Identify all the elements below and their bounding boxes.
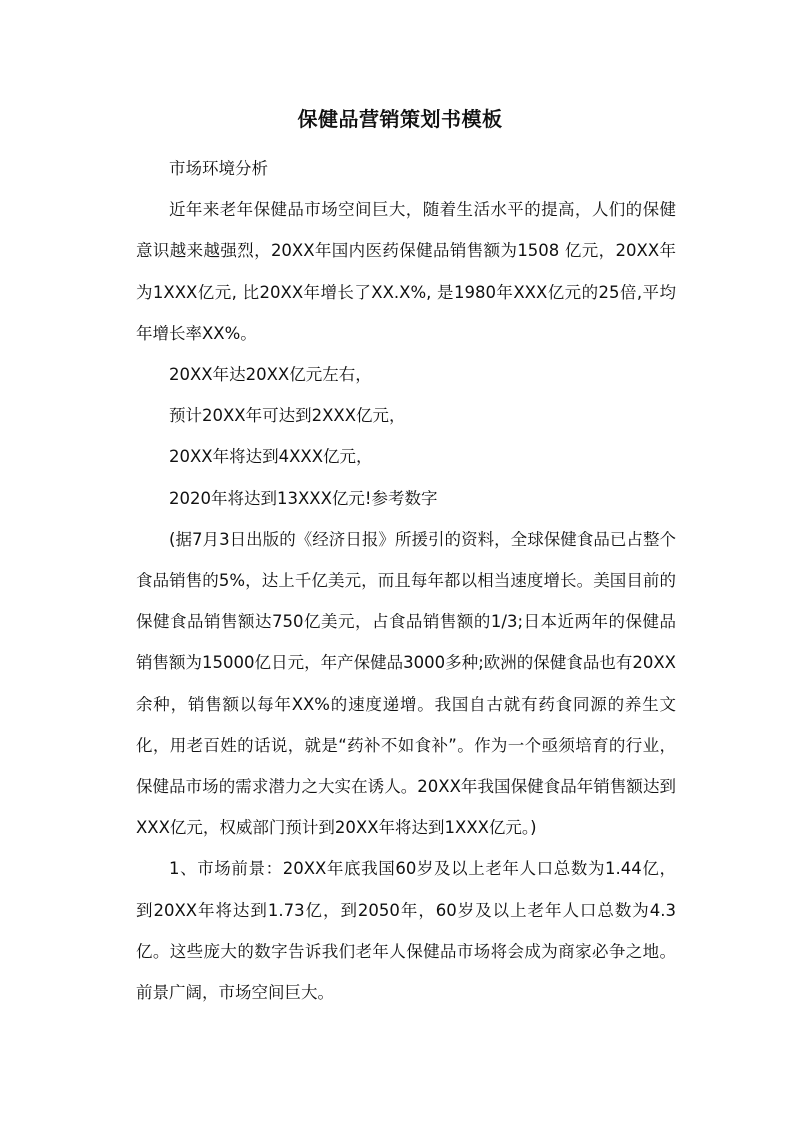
paragraph-forecast-line-4: 2020年将达到13XXX亿元!参考数字 — [169, 488, 438, 508]
document-body — [136, 148, 676, 1013]
document-title: 保健品营销策划书模板 — [297, 107, 503, 131]
section-heading-market-analysis: 市场环境分析 — [169, 159, 268, 178]
paragraph-global-market-citation: (据7月3日出版的《经济日报》所援引的资料，全球保健食品已占整个食品销售的5%，达上千亿美元，而且每年都以相当速度增长。美国目前的保健食品销售额达750亿美元，占食品销售额的1/3;日本近两年的保健品销售额为15000亿日元，年产保健品3000多种;欧洲的保健食品也有20XX余种，销售额以每年XX%的速度递增。我国自古就有药食同源的养生文化，用老百姓的话说，就是“药补不如食补”。作为一个亟须培育的行业，保健品市场的需求潜力之大实在诱人。20XX年我国保健食品年销售额达到XXX亿元，权威部门预计到20XX年将达到1XXX亿元。) — [136, 529, 676, 838]
paragraph-forecast-line-2: 预计20XX年可达到2XXX亿元， — [169, 406, 406, 426]
paragraph-market-prospect: 1、市场前景：20XX年底我国60岁及以上老年人口总数为1.44亿，到20XX年将达到1.73亿，到2050年，60岁及以上老年人口总数为4.3亿。这些庞大的数字告诉我们老年人保健品市场将会成为商家必争之地。前景广阔，市场空间巨大。 — [136, 859, 676, 1003]
paragraph-forecast-line-3: 20XX年将达到4XXX亿元， — [169, 447, 373, 467]
paragraph-forecast-line-1: 20XX年达20XX亿元左右， — [169, 365, 372, 385]
paragraph-market-overview: 近年来老年保健品市场空间巨大，随着生活水平的提高，人们的保健意识越来越强烈，20XX年国内医药保健品销售额为1508 亿元，20XX年为1XXX亿元, 比20XX年增长了XX.X%, 是1980年XXX亿元的25倍,平均年增长率XX%。 — [136, 200, 676, 343]
